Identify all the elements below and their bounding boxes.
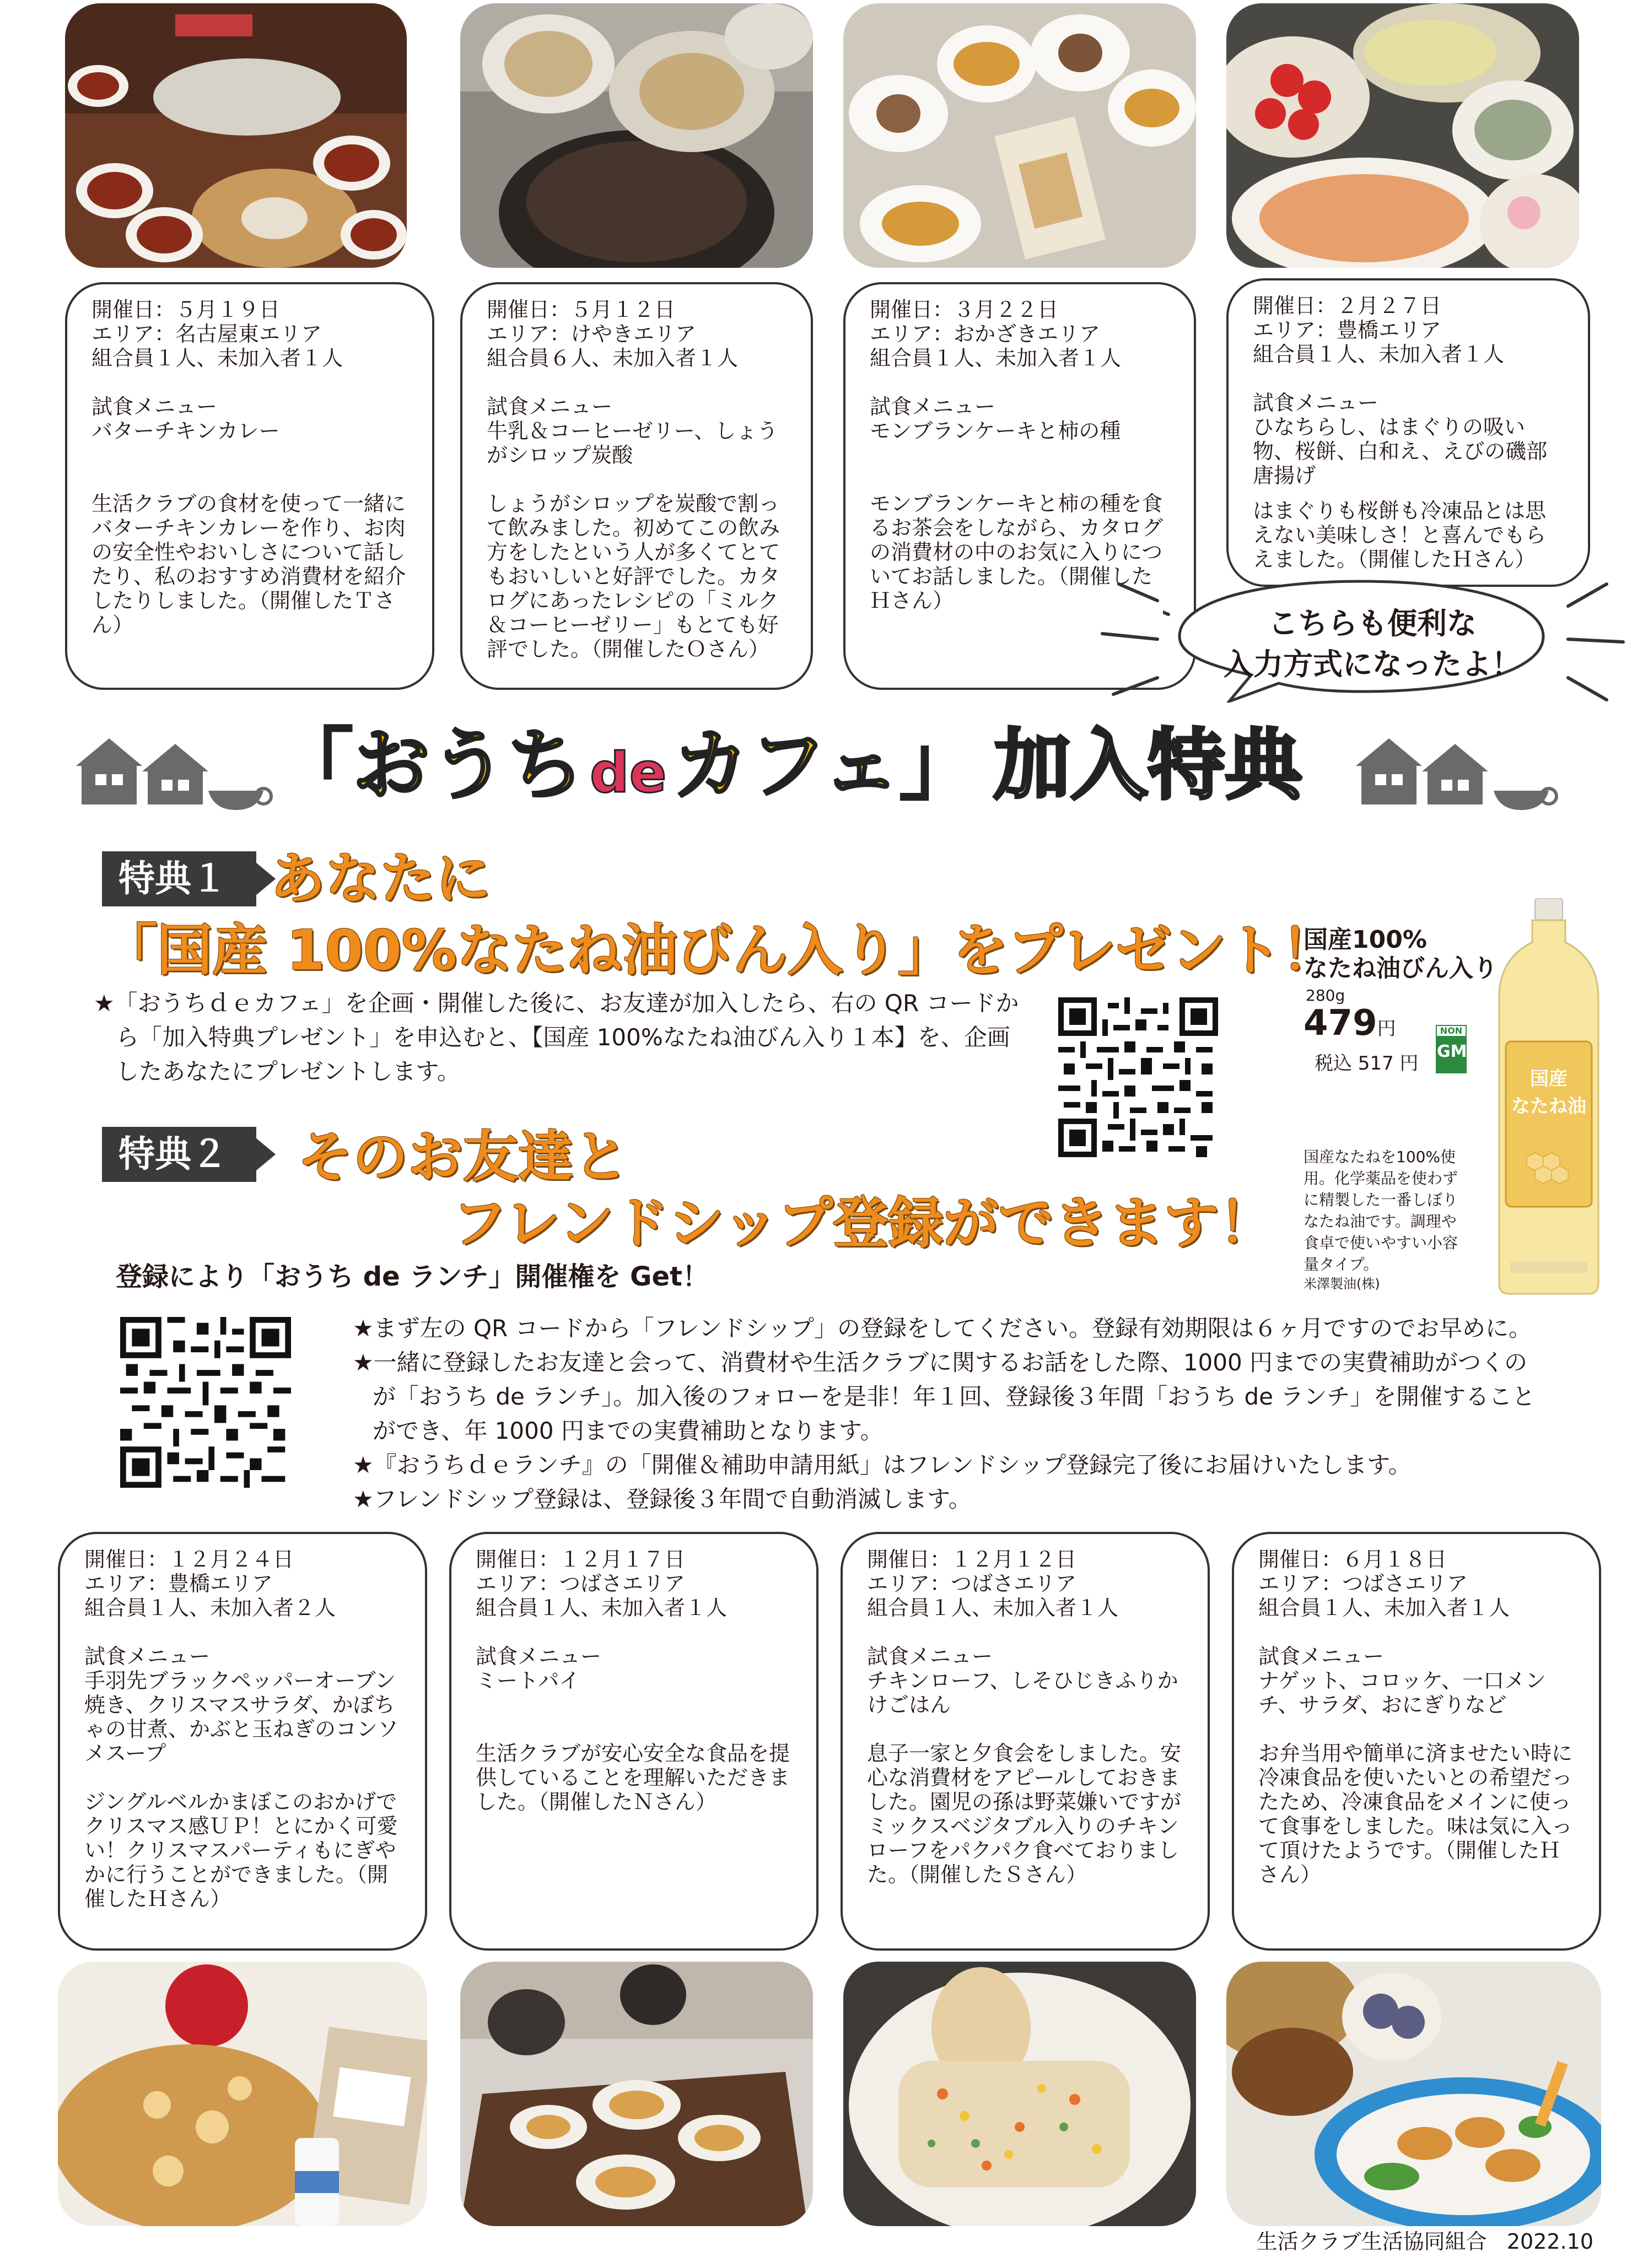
event-comment: ジングルベルかまぼこのおかげでクリスマス感ＵＰ！とにかく可愛い！クリスマスパーティもにぎやかに行うことができました。（開催したＨさん） [84,1790,398,1911]
bubble-text [1207,603,1538,685]
event-comment: はまぐりも桜餅も冷凍品とは思えない美味しさ！と喜んでもらえました。（開催したＨさん） [1253,499,1547,571]
title-bracket-close: 」 [900,721,977,811]
event-members: 組合員１人、未加入者１人 [1258,1596,1510,1620]
title-de: de [590,741,667,805]
event-date: 開催日：１２月１２日 [867,1547,1077,1572]
event-card-8 [1232,1532,1601,1951]
bubble-line-2: 入力方式になったよ！ [1224,647,1521,682]
event-date: 開催日：５月１２日 [487,298,676,322]
bullet-4: ★フレンドシップ登録は、登録後３年間で自動消滅します。 [353,1486,972,1513]
photo-curry-party [65,3,407,268]
bubble-rays-left [1097,579,1163,705]
menu-text: 牛乳＆コーヒーゼリー、しょうがシロップ炭酸 [487,419,778,467]
menu-label: 試食メニュー [867,1644,993,1668]
benefit-2-subhead: 登録により「おうち de ランチ」開催権を Get！ [116,1261,709,1292]
event-card-5 [58,1532,427,1951]
event-comment: 生活クラブの食材を使って一緒にバターチキンカレーを作り、お肉の安全性やおいしさについて話したり、私のおすすめ消費材を紹介したりしました。（開催したＴさん） [91,492,406,637]
event-comment: お弁当用や簡単に済ませたい時に冷凍食品を使いたいとの希望だったため、冷凍食品をメインに使って食事をしました。味は気に入って頂けたようです。（開催したＨさん） [1258,1741,1573,1887]
event-area: エリア：豊橋エリア [84,1572,273,1596]
product-price [1304,1003,1396,1044]
photo-hinamatsuri [1226,3,1579,268]
menu-text: チキンローフ、しそひじきふりかけごはん [867,1668,1178,1717]
event-members: 組合員１人、未加入者１人 [476,1596,728,1620]
event-date: 開催日：６月１８日 [1258,1547,1447,1572]
product-name-2: なたね油びん入り [1304,954,1498,982]
event-comment: モンブランケーキと柿の種を食るお茶会をしながら、カタログの消費材の中のお気に入りについてお話しました。（開催したＨさん） [870,492,1164,613]
benefit-1-heading-1: あなたに [270,846,491,911]
event-area: エリア：名古屋東エリア [91,322,322,346]
menu-label: 試食メニュー [1258,1644,1385,1668]
bubble-rays-right [1563,573,1629,705]
house-cup-icon-right [1345,727,1565,810]
house-cup-icon-left [65,727,274,810]
photo-christmas [58,1962,427,2226]
product-tax-price: 税込 517 円 [1315,1052,1419,1074]
event-date: 開催日：５月１９日 [91,298,281,322]
benefit-2-arrow-icon [243,1127,276,1182]
photo-frozen-foods [1226,1962,1601,2226]
menu-text: ナゲット、コロッケ、一口メンチ、サラダ、おにぎりなど [1258,1668,1547,1717]
event-area: エリア：おかざきエリア [870,322,1101,346]
qr-code-present[interactable] [1058,997,1218,1157]
bottle-label-2: なたね油 [1511,1095,1586,1117]
event-date: 開催日：１２月１７日 [476,1547,686,1572]
oil-bottle-image [1494,898,1604,1295]
bullet-3: ★『おうちｄｅランチ』の「開催＆補助申請用紙」はフレンドシップ登録完了後にお届けいたします。 [353,1451,1412,1478]
event-members: 組合員１人、未加入者１人 [867,1596,1119,1620]
bullet-2: ★一緒に登録したお友達と会って、消費材や生活クラブに関するお話をした際、1000 円までの実費補助がつくのが「おうち de ランチ」。加入後のフォローを是非！年１回、登録後３年間「おうち de ランチ」を開催することができ、年 1000 円までの実費補助となります。 [353,1349,1536,1444]
menu-label: 試食メニュー [1253,391,1379,415]
event-card-7 [841,1532,1210,1951]
benefit-2-badge [102,1127,256,1182]
event-comment: 息子一家と夕食会をしました。安心な消費材をアピールしておきました。園児の孫は野菜嫌いですがミックスベジタブル入りのチキンローフをパクパク食べておりました。（開催したＳさん） [867,1741,1182,1887]
event-comment: しょうがシロップを炭酸で割って飲みました。初めてこの飲み方をしたという人が多くてとてもおいしいと好評でした。カタログにあったレシピの「ミルク＆コーヒーゼリー」もとても好評でした。（開催したＯさん） [487,492,780,661]
event-area: エリア：けやきエリア [487,322,697,346]
bottle-label-1: 国産 [1530,1068,1568,1090]
title-bracket-open: 「 [276,721,353,811]
benefit-2-bullets [353,1311,1543,1516]
benefit-1-heading-2: 「国産 100%なたね油びん入り」をプレゼント！ [102,918,1337,982]
footer-date: 2022.10 [1506,2229,1593,2254]
non-gm-badge-bottom: GM [1437,1042,1467,1061]
product-weight: 280g [1306,986,1345,1005]
event-card-6 [449,1532,818,1951]
event-date: 開催日：３月２２日 [870,298,1059,322]
section-title [0,716,1632,816]
menu-text: 手羽先ブラックペッパーオーブン焼き、クリスマスサラダ、かぼちゃの甘煮、かぶと玉ねぎのコンソメスープ [84,1668,399,1765]
event-card-2 [460,282,813,690]
event-area: エリア：つばさエリア [476,1572,686,1596]
event-card-4 [1226,278,1590,587]
benefit-2-badge-label: 特典２ [119,1133,228,1175]
product-price-value: 479 [1304,1003,1377,1044]
footer-org: 生活クラブ生活協同組合 [1256,2229,1487,2254]
product-name-1: 国産100% [1304,926,1427,954]
event-members: 組合員１人、未加入者１人 [1253,342,1505,366]
event-members: 組合員１人、未加入者２人 [84,1596,336,1620]
event-area: エリア：豊橋エリア [1253,318,1442,342]
event-area: エリア：つばさエリア [867,1572,1077,1596]
menu-text: ミートパイ [476,1668,580,1693]
title-cafe: カフェ [672,721,900,811]
photo-chicken-loaf [843,1962,1196,2226]
bubble-line-1: こちらも便利な [1268,606,1477,641]
menu-label: 試食メニュー [487,395,613,419]
photo-meat-pie [460,1962,813,2226]
menu-text: モンブランケーキと柿の種 [870,419,1121,443]
qr-code-friendship[interactable] [120,1317,291,1488]
footer [1257,2224,1593,2255]
product-description: 国産なたねを100%使用。化学薬品を使わずに精製した一番しぼりなたね油です。調理や食卓で使いやすい小容量タイプ。 [1304,1148,1458,1273]
event-members: 組合員１人、未加入者１人 [870,346,1122,370]
non-gm-badge-top: NON [1437,1026,1466,1036]
event-date: 開催日：１２月２４日 [84,1547,294,1572]
menu-text: バターチキンカレー [91,419,280,443]
menu-label: 試食メニュー [91,395,218,419]
product-maker: 米澤製油(株) [1304,1276,1380,1292]
menu-label: 試食メニュー [476,1644,602,1668]
product-price-unit: 円 [1377,1018,1396,1040]
event-area: エリア：つばさエリア [1258,1572,1468,1596]
event-members: 組合員１人、未加入者１人 [91,346,343,370]
photo-ginger-drinks [460,3,813,268]
bullet-1: ★まず左の QR コードから「フレンドシップ」の登録をしてください。登録有効期限は６ヶ月ですのでお早めに。 [353,1315,1532,1342]
title-ouchi: おうち [353,721,585,811]
benefit-1-badge-label: 特典１ [119,857,228,900]
event-members: 組合員６人、未加入者１人 [487,346,739,370]
photo-montblanc [843,3,1196,268]
benefit-1-badge [102,851,256,906]
event-date: 開催日：２月２７日 [1253,294,1442,318]
menu-label: 試食メニュー [870,395,996,419]
event-comment: 生活クラブが安心安全な食品を提供していることを理解いただきました。（開催したＮさん） [476,1741,790,1814]
benefit-2-heading-1: そのお友達と [298,1125,628,1189]
non-gm-badge [1436,1025,1467,1073]
event-card-1 [65,282,434,690]
title-suffix: 加入特典 [993,721,1302,811]
benefit-2-heading-2: フレンドシップ登録ができます！ [452,1191,1274,1255]
menu-label: 試食メニュー [84,1644,211,1668]
benefit-1-text: ★「おうちｄｅカフェ」を企画・開催した後に、お友達が加入したら、右の QR コードから「加入特典プレゼント」を申込むと、【国産 100%なたね油びん入り１本】を、企画したあなたにプレゼントします。 [94,990,1019,1085]
menu-text: ひなちらし、はまぐりの吸い物、桜餅、白和え、えびの磯部唐揚げ [1253,415,1548,488]
